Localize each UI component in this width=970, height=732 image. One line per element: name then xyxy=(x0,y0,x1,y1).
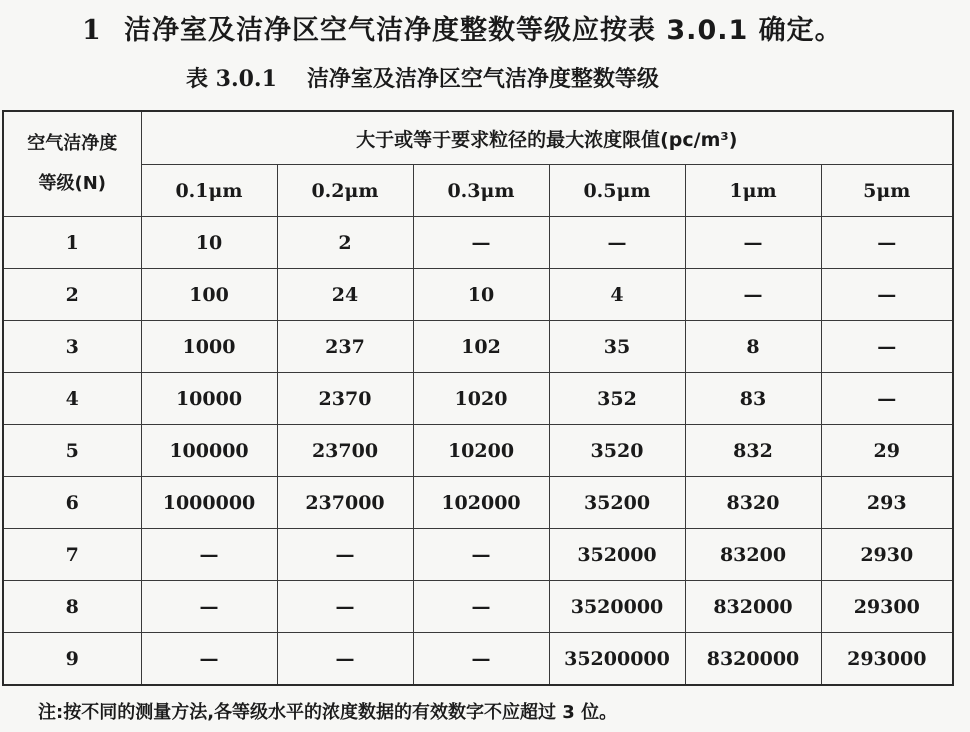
clause-text: 洁净室及洁净区空气洁净度整数等级应按表 3.0.1 确定。 xyxy=(124,15,843,46)
clause-heading xyxy=(82,8,843,47)
concentration-cell: 29 xyxy=(821,425,953,477)
header-row-1 xyxy=(3,111,953,165)
concentration-cell: 35200 xyxy=(549,477,685,529)
concentration-cell: 8320 xyxy=(685,477,821,529)
concentration-cell: 2370 xyxy=(277,373,413,425)
table-title: 洁净室及洁净区空气洁净度整数等级 xyxy=(306,67,659,92)
grade-cell: 8 xyxy=(3,581,141,633)
concentration-cell: 1000 xyxy=(141,321,277,373)
cleanliness-class-table xyxy=(2,110,954,686)
concentration-cell: — xyxy=(685,217,821,269)
grade-cell: 4 xyxy=(3,373,141,425)
grade-cell: 5 xyxy=(3,425,141,477)
concentration-cell: — xyxy=(685,269,821,321)
clause-number: 1 xyxy=(82,15,102,46)
grade-header-line1: 空气洁净度 xyxy=(27,133,118,154)
concentration-cell: 10 xyxy=(141,217,277,269)
concentration-cell: — xyxy=(141,581,277,633)
particle-size-header: 0.2μm xyxy=(277,165,413,217)
concentration-cell: 352 xyxy=(549,373,685,425)
concentration-cell: — xyxy=(141,529,277,581)
concentration-cell: — xyxy=(413,633,549,686)
table-row xyxy=(3,373,953,425)
concentration-cell: 83 xyxy=(685,373,821,425)
concentration-cell: 24 xyxy=(277,269,413,321)
concentration-cell: — xyxy=(141,633,277,686)
header-row-particle-sizes xyxy=(3,165,953,217)
table-row xyxy=(3,425,953,477)
grade-column-header xyxy=(3,111,141,217)
concentration-cell: 83200 xyxy=(685,529,821,581)
concentration-cell: 2930 xyxy=(821,529,953,581)
concentration-cell: — xyxy=(821,269,953,321)
table-row xyxy=(3,581,953,633)
concentration-cell: 237000 xyxy=(277,477,413,529)
concentration-cell: 102000 xyxy=(413,477,549,529)
grade-cell: 7 xyxy=(3,529,141,581)
table-note: 注:按不同的测量方法,各等级水平的浓度数据的有效数字不应超过 3 位。 xyxy=(38,702,618,723)
grade-cell: 6 xyxy=(3,477,141,529)
concentration-cell: 8 xyxy=(685,321,821,373)
concentration-cell: — xyxy=(277,529,413,581)
concentration-cell: — xyxy=(821,217,953,269)
table-caption xyxy=(186,62,659,93)
concentration-cell: 35200000 xyxy=(549,633,685,686)
grade-cell: 2 xyxy=(3,269,141,321)
concentration-cell: 832 xyxy=(685,425,821,477)
particle-size-header: 0.3μm xyxy=(413,165,549,217)
table-row xyxy=(3,321,953,373)
concentration-cell: 10000 xyxy=(141,373,277,425)
particle-size-header: 5μm xyxy=(821,165,953,217)
concentration-cell: 102 xyxy=(413,321,549,373)
table-row xyxy=(3,269,953,321)
grade-header-line2: 等级(N) xyxy=(38,173,107,194)
concentration-cell: 3520000 xyxy=(549,581,685,633)
grade-cell: 9 xyxy=(3,633,141,686)
particle-size-header: 0.5μm xyxy=(549,165,685,217)
concentration-cell: — xyxy=(821,321,953,373)
concentration-cell: — xyxy=(277,581,413,633)
table-number: 表 3.0.1 xyxy=(186,66,277,92)
concentration-cell: — xyxy=(413,529,549,581)
particle-size-header: 0.1μm xyxy=(141,165,277,217)
concentration-cell: 29300 xyxy=(821,581,953,633)
table-row xyxy=(3,217,953,269)
concentration-cell: 237 xyxy=(277,321,413,373)
concentration-cell: 832000 xyxy=(685,581,821,633)
concentration-cell: 352000 xyxy=(549,529,685,581)
concentration-cell: — xyxy=(413,217,549,269)
concentration-cell: — xyxy=(277,633,413,686)
concentration-limit-header: 大于或等于要求粒径的最大浓度限值(pc/m³) xyxy=(141,111,953,165)
table-row xyxy=(3,633,953,686)
concentration-cell: 23700 xyxy=(277,425,413,477)
particle-size-header: 1μm xyxy=(685,165,821,217)
concentration-cell: 4 xyxy=(549,269,685,321)
concentration-cell: 1000000 xyxy=(141,477,277,529)
concentration-cell: 293 xyxy=(821,477,953,529)
concentration-cell: 10 xyxy=(413,269,549,321)
concentration-cell: — xyxy=(549,217,685,269)
grade-cell: 3 xyxy=(3,321,141,373)
concentration-cell: 3520 xyxy=(549,425,685,477)
table-row xyxy=(3,477,953,529)
table-row xyxy=(3,529,953,581)
concentration-cell: 8320000 xyxy=(685,633,821,686)
concentration-cell: 293000 xyxy=(821,633,953,686)
concentration-cell: 1020 xyxy=(413,373,549,425)
concentration-cell: 35 xyxy=(549,321,685,373)
concentration-cell: 10200 xyxy=(413,425,549,477)
concentration-cell: 100000 xyxy=(141,425,277,477)
concentration-cell: — xyxy=(413,581,549,633)
concentration-cell: 100 xyxy=(141,269,277,321)
concentration-cell: — xyxy=(821,373,953,425)
grade-cell: 1 xyxy=(3,217,141,269)
concentration-cell: 2 xyxy=(277,217,413,269)
